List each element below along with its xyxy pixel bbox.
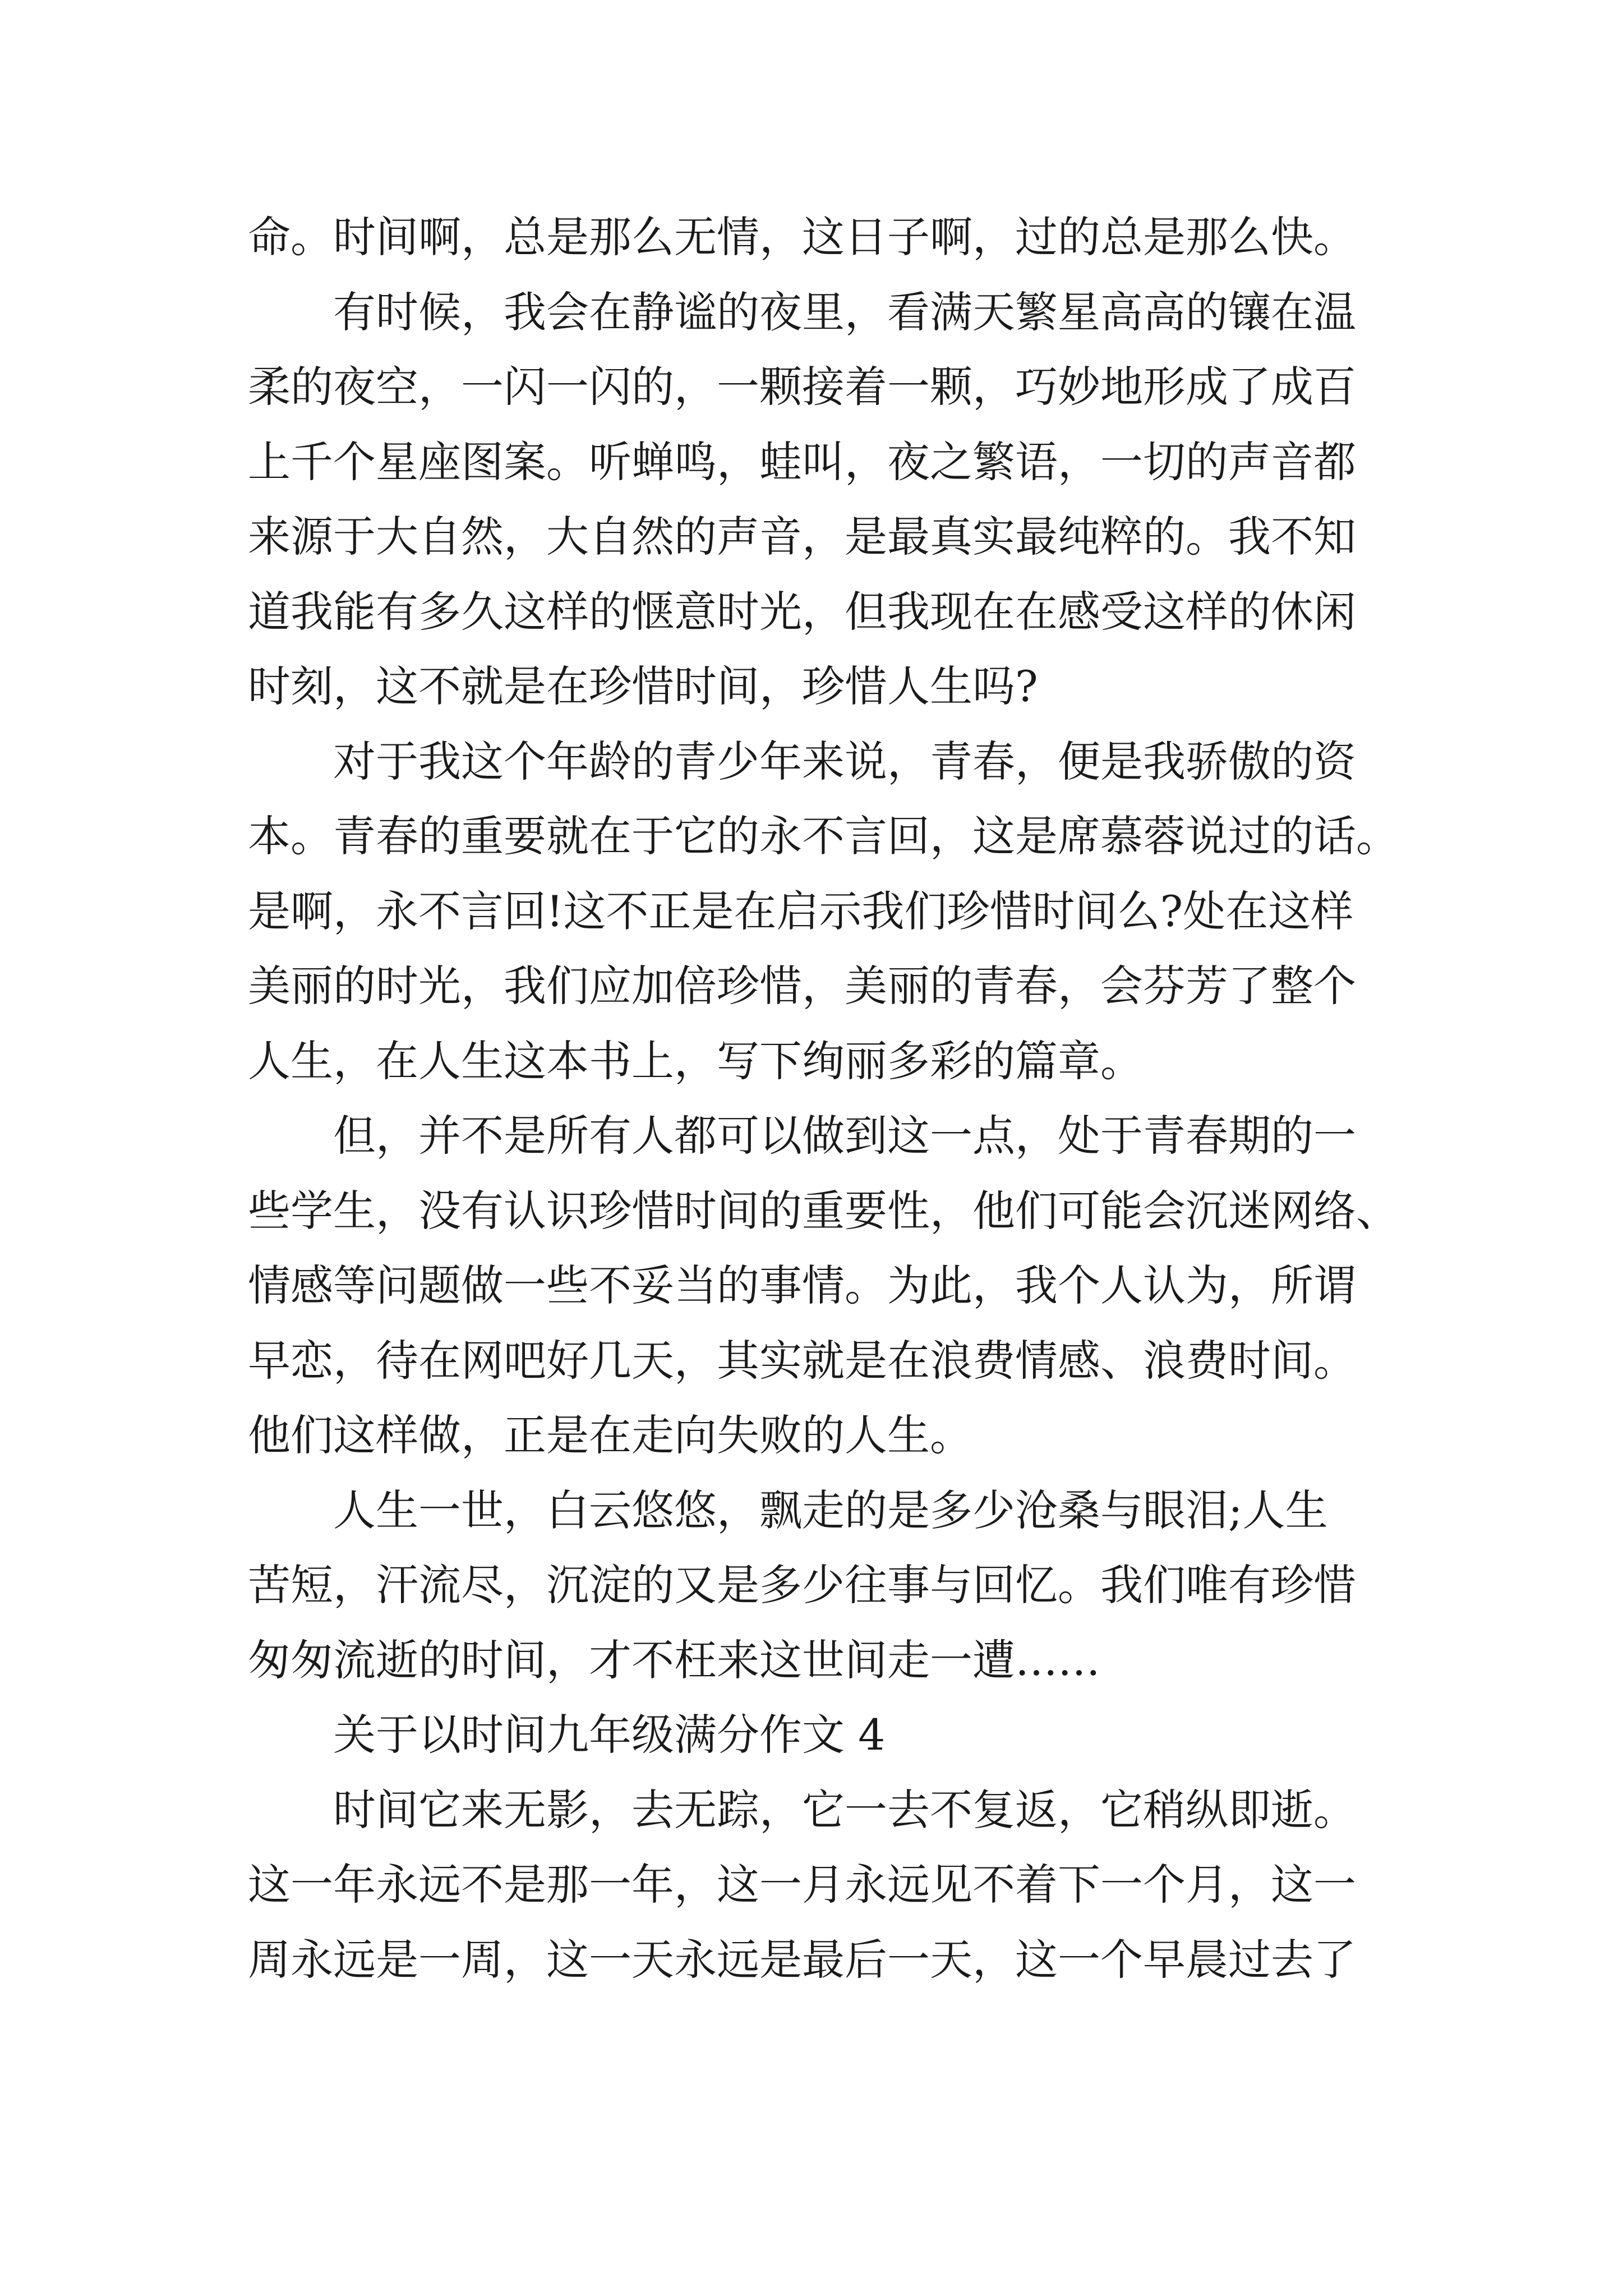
text-line: 是啊，永不言回!这不正是在启示我们珍惜时间么?处在这样 bbox=[248, 886, 1354, 936]
text-line: 对于我这个年龄的青少年来说，青春，便是我骄傲的资 bbox=[333, 736, 1356, 786]
text-line: 柔的夜空，一闪一闪的，一颗接着一颗，巧妙地形成了成百 bbox=[248, 362, 1356, 412]
text-line: 本。青春的重要就在于它的永不言回，这是席慕蓉说过的话。 bbox=[248, 811, 1399, 861]
text-line: 情感等问题做一些不妥当的事情。为此，我个人认为，所谓 bbox=[248, 1260, 1356, 1310]
text-line: 来源于大自然，大自然的声音，是最真实最纯粹的。我不知 bbox=[248, 512, 1356, 562]
text-line: 周永远是一周，这一天永远是最后一天，这一个早晨过去了 bbox=[248, 1934, 1356, 1985]
text-line: 人生一世，白云悠悠，飘走的是多少沧桑与眼泪;人生 bbox=[333, 1485, 1328, 1535]
text-line: 这一年永远不是那一年，这一月永远见不着下一个月，这一 bbox=[248, 1860, 1356, 1910]
text-line: 匆匆流逝的时间，才不枉来这世间走一遭…… bbox=[248, 1635, 1100, 1685]
text-line: 人生，在人生这本书上，写下绚丽多彩的篇章。 bbox=[248, 1036, 1143, 1086]
text-line: 但，并不是所有人都可以做到这一点，处于青春期的一 bbox=[333, 1111, 1356, 1161]
text-line: 上千个星座图案。听蝉鸣，蛙叫，夜之繁语，一切的声音都 bbox=[248, 436, 1356, 487]
text-line: 有时候，我会在静谧的夜里，看满天繁星高高的镶在温 bbox=[333, 287, 1356, 337]
text-line: 时间它来无影，去无踪，它一去不复返，它稍纵即逝。 bbox=[333, 1784, 1356, 1835]
text-line: 道我能有多久这样的惬意时光，但我现在在感受这样的休闲 bbox=[248, 586, 1356, 637]
essay-body bbox=[248, 200, 1399, 1997]
text-line: 些学生，没有认识珍惜时间的重要性，他们可能会沉迷网络、 bbox=[248, 1185, 1399, 1236]
text-line: 时刻，这不就是在珍惜时间，珍惜人生吗? bbox=[248, 661, 1038, 711]
text-line: 苦短，汗流尽，沉淀的又是多少往事与回忆。我们唯有珍惜 bbox=[248, 1560, 1356, 1610]
text-line: 美丽的时光，我们应加倍珍惜，美丽的青春，会芬芳了整个 bbox=[248, 961, 1356, 1011]
text-line: 关于以时间九年级满分作文 4 bbox=[333, 1710, 886, 1760]
text-line: 他们这样做，正是在走向失败的人生。 bbox=[248, 1410, 972, 1460]
text-line: 早恋，待在网吧好几天，其实就是在浪费情感、浪费时间。 bbox=[248, 1335, 1356, 1386]
text-line: 命。时间啊，总是那么无情，这日子啊，过的总是那么快。 bbox=[248, 212, 1356, 262]
